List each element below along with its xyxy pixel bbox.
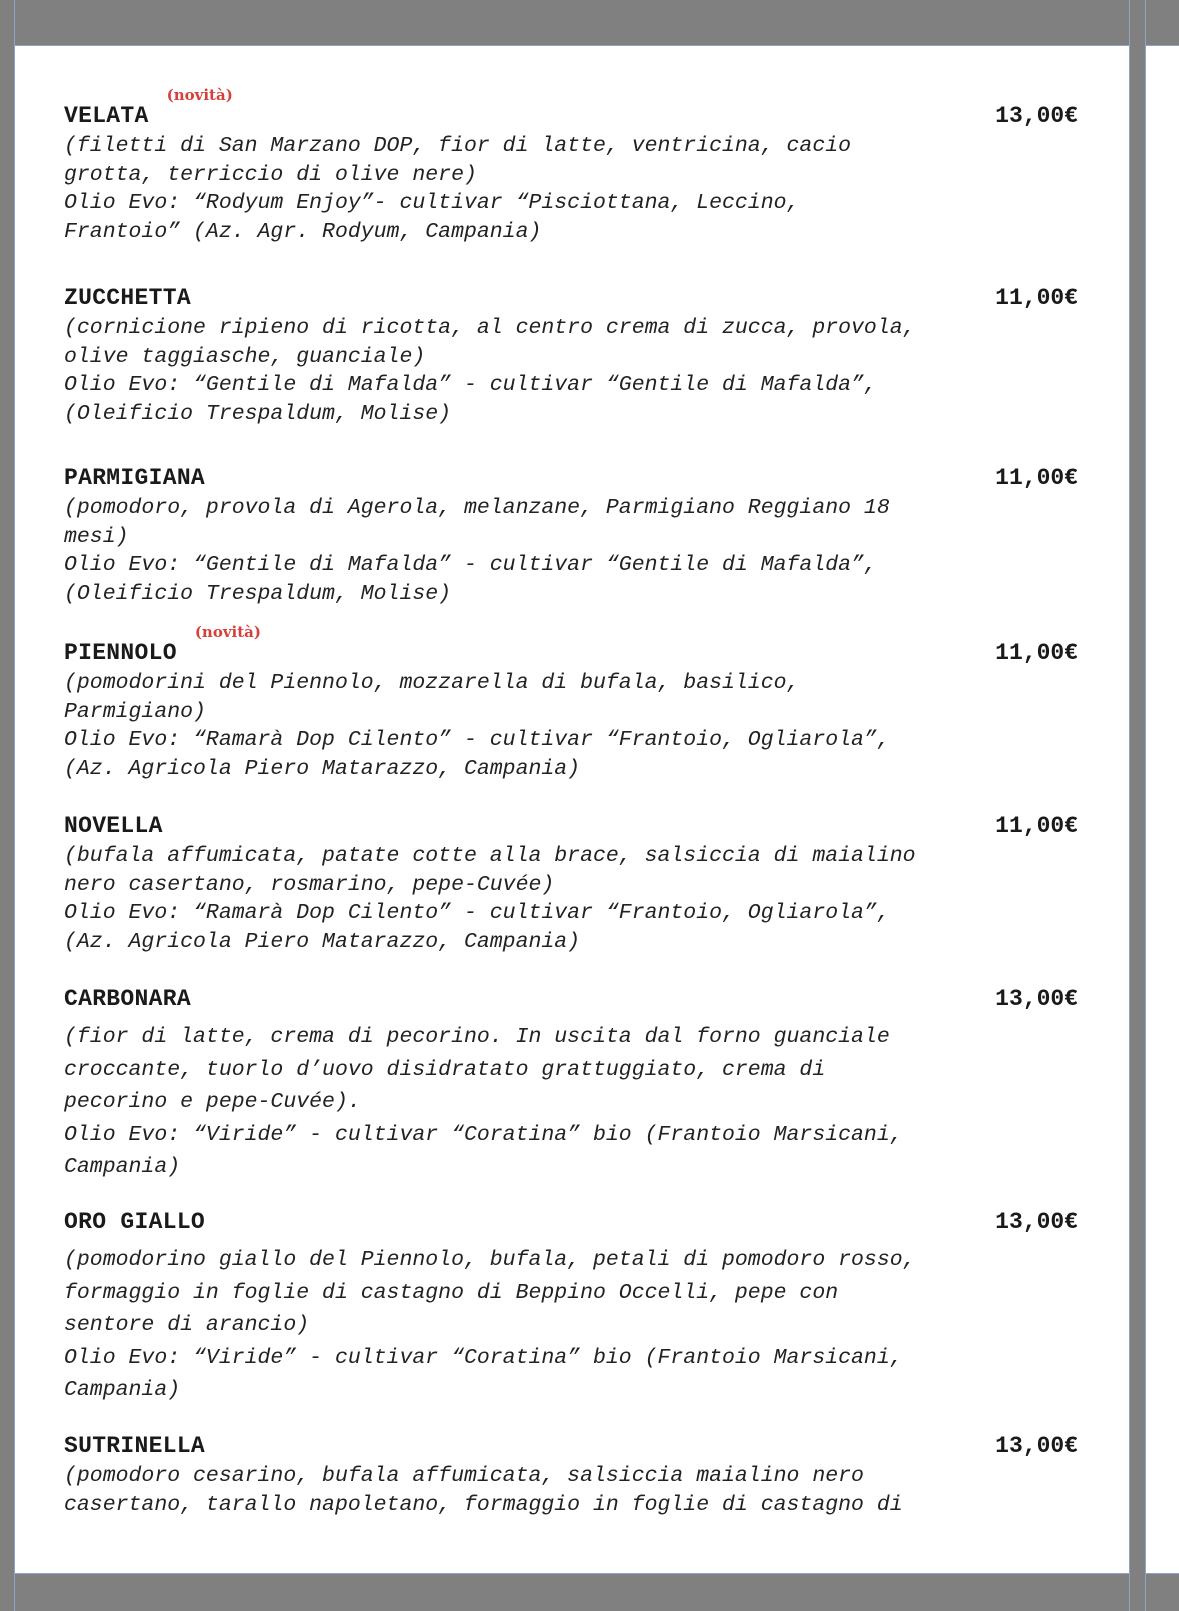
item-name: ZUCCHETTA — [64, 285, 191, 311]
menu-item — [64, 810, 1077, 956]
item-oil: Olio Evo: “Ramarà Dop Cilento” - cultivar “Frantoio, Ogliarola”, (Az. Agricola Piero Matarazzo, Campania) — [64, 728, 890, 781]
item-name: NOVELLA — [64, 813, 163, 839]
item-description: (pomodoro cesarino, bufala affumicata, salsiccia maialino nero casertano, tarallo napoletano, formaggio in foglie di castagno di — [64, 1464, 903, 1517]
item-price: 11,00€ — [995, 285, 1078, 311]
item-description: (pomodoro, provola di Agerola, melanzane, Parmigiano Reggiano 18 mesi) — [64, 496, 890, 549]
next-page-edge — [1145, 0, 1179, 1611]
item-name: SUTRINELLA — [64, 1433, 206, 1459]
item-oil: Olio Evo: “Rodyum Enjoy”- cultivar “Pisciottana, Leccino, Frantoio” (Az. Agr. Rodyum, Campania) — [64, 191, 800, 244]
menu-item — [64, 282, 1077, 428]
menu-item — [64, 983, 1077, 1184]
new-badge: (novità) — [166, 86, 233, 104]
menu-page — [14, 0, 1130, 1611]
menu-item — [64, 462, 1077, 608]
item-price: 11,00€ — [995, 640, 1078, 666]
item-name: VELATA — [64, 103, 149, 129]
page-top-bar — [15, 0, 1129, 46]
item-oil: Olio Evo: “Gentile di Mafalda” - cultivar “Gentile di Mafalda”, (Oleificio Trespaldum, Molise) — [64, 373, 877, 426]
item-description: (bufala affumicata, patate cotte alla brace, salsiccia di maialino nero casertano, rosmarino, pepe-Cuvée) — [64, 844, 916, 897]
item-oil: Olio Evo: “Gentile di Mafalda” - cultivar “Gentile di Mafalda”, (Oleificio Trespaldum, Molise) — [64, 553, 877, 606]
item-price: 13,00€ — [995, 986, 1078, 1012]
item-price: 13,00€ — [995, 1433, 1078, 1459]
item-price: 11,00€ — [995, 813, 1078, 839]
page-bottom-bar — [15, 1573, 1129, 1611]
item-name: PIENNOLO — [64, 640, 177, 666]
item-description: (fior di latte, crema di pecorino. In uscita dal forno guanciale croccante, tuorlo d’uovo disidratato grattuggiato, crema di pecorino e pepe-Cuvée). — [64, 1025, 890, 1114]
menu-item — [64, 86, 1078, 246]
item-oil: Olio Evo: “Viride” - cultivar “Coratina” bio (Frantoio Marsicani, Campania) — [64, 1122, 903, 1179]
item-price: 13,00€ — [995, 103, 1078, 129]
next-page-bottom-bar — [1146, 1573, 1179, 1611]
item-description: (filetti di San Marzano DOP, fior di latte, ventricina, cacio grotta, terriccio di olive nere) — [64, 134, 852, 187]
item-price: 13,00€ — [995, 1209, 1078, 1235]
menu-item — [64, 623, 1078, 783]
item-name: PARMIGIANA — [64, 465, 206, 491]
item-name: ORO GIALLO — [64, 1209, 206, 1235]
item-oil: Olio Evo: “Ramarà Dop Cilento” - cultivar “Frantoio, Ogliarola”, (Az. Agricola Piero Matarazzo, Campania) — [64, 901, 890, 954]
menu-item — [64, 1430, 1077, 1519]
item-description: (pomodorini del Piennolo, mozzarella di bufala, basilico, Parmigiano) — [64, 671, 800, 724]
menu-item — [64, 1206, 1077, 1407]
item-description: (pomodorino giallo del Piennolo, bufala, petali di pomodoro rosso, formaggio in foglie di castagno di Beppino Occelli, pepe con sentore di arancio) — [64, 1248, 916, 1337]
new-badge: (novità) — [194, 623, 261, 641]
next-page-top-bar — [1146, 0, 1179, 46]
item-price: 11,00€ — [995, 465, 1078, 491]
item-name: CARBONARA — [64, 986, 191, 1012]
item-description: (cornicione ripieno di ricotta, al centro crema di zucca, provola, olive taggiasche, guanciale) — [64, 316, 916, 369]
item-oil: Olio Evo: “Viride” - cultivar “Coratina” bio (Frantoio Marsicani, Campania) — [64, 1345, 903, 1402]
